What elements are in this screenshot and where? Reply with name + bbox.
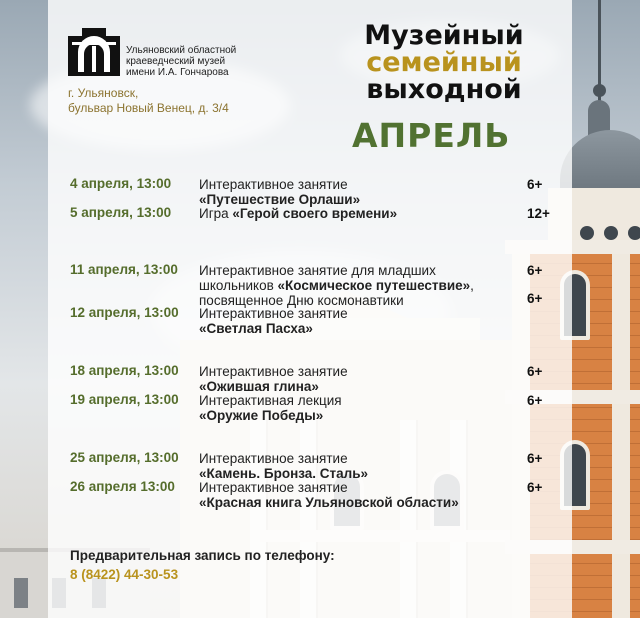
event-desc-line bbox=[199, 192, 360, 207]
event-date: 12 апреля, 13:00 bbox=[70, 305, 179, 320]
event-desc-line: Интерактивное занятие bbox=[199, 451, 348, 466]
event-description bbox=[199, 364, 348, 394]
title-line: Музейный bbox=[364, 20, 524, 51]
event-desc-line: Интерактивное занятие bbox=[199, 177, 348, 192]
museum-name-line: краеведческий музей bbox=[126, 56, 226, 67]
event-title: «Красная книга Ульяновской области» bbox=[199, 495, 459, 510]
address-line: г. Ульяновск, bbox=[68, 86, 139, 100]
building-window bbox=[14, 578, 28, 608]
event-title: «Светлая Пасха» bbox=[199, 321, 313, 336]
event-description bbox=[199, 393, 342, 423]
registration-label: Предварительная запись по телефону: bbox=[70, 548, 335, 563]
tower-round-window bbox=[580, 226, 594, 240]
event-description bbox=[199, 263, 474, 308]
phone-number[interactable]: 8 (8422) 44-30-53 bbox=[70, 567, 179, 582]
address-line: бульвар Новый Венец, д. 3/4 bbox=[68, 101, 229, 115]
tower-pilaster bbox=[612, 240, 630, 618]
age-rating: 6+ bbox=[527, 480, 543, 495]
event-desc-line: Интерактивная лекция bbox=[199, 393, 342, 408]
event-date: 18 апреля, 13:00 bbox=[70, 363, 179, 378]
age-rating: 6+ bbox=[527, 177, 543, 192]
poster-title bbox=[344, 22, 544, 103]
event-desc-line: посвященное Дню космонавтики bbox=[199, 293, 404, 308]
age-rating: 6+ bbox=[527, 263, 543, 278]
event-desc-line bbox=[199, 408, 342, 423]
event-date: 4 апреля, 13:00 bbox=[70, 176, 172, 191]
tower-spire-ball bbox=[593, 84, 606, 97]
event-title: «Путешествие Орлаши» bbox=[199, 192, 361, 207]
museum-logo-icon bbox=[68, 28, 120, 76]
age-rating: 6+ bbox=[527, 291, 543, 306]
month-heading: АПРЕЛЬ bbox=[352, 116, 511, 155]
event-title: «Оружие Победы» bbox=[199, 408, 324, 423]
event-desc-line bbox=[199, 321, 348, 336]
event-desc-line: Интерактивное занятие bbox=[199, 480, 348, 495]
event-desc-line: Интерактивное занятие bbox=[199, 364, 348, 379]
event-date: 25 апреля, 13:00 bbox=[70, 450, 179, 465]
age-rating: 6+ bbox=[527, 451, 543, 466]
event-description bbox=[199, 177, 360, 207]
event-desc-line: Интерактивное занятие bbox=[199, 306, 348, 321]
event-date: 19 апреля, 13:00 bbox=[70, 392, 179, 407]
event-desc-prefix: Игра bbox=[199, 206, 233, 221]
event-description bbox=[199, 480, 459, 510]
museum-address bbox=[68, 86, 229, 116]
event-desc-suffix: , bbox=[470, 278, 474, 293]
museum-name bbox=[126, 45, 276, 78]
event-desc-line bbox=[199, 495, 459, 510]
event-desc-line bbox=[199, 379, 348, 394]
event-description bbox=[199, 306, 348, 336]
event-description bbox=[199, 206, 397, 221]
age-rating: 12+ bbox=[527, 206, 550, 221]
museum-name-line: Ульяновский областной bbox=[126, 45, 237, 56]
tower-round-window bbox=[628, 226, 640, 240]
age-rating: 6+ bbox=[527, 393, 543, 408]
event-date: 11 апреля, 13:00 bbox=[70, 262, 178, 277]
event-description bbox=[199, 451, 368, 481]
title-line-accent: семейный bbox=[366, 47, 522, 78]
event-title: «Космическое путешествие» bbox=[277, 278, 471, 293]
event-desc-line bbox=[199, 466, 368, 481]
title-line: выходной bbox=[366, 74, 522, 105]
age-rating: 6+ bbox=[527, 364, 543, 379]
museum-name-line: имени И.А. Гончарова bbox=[126, 67, 229, 78]
tower-round-window bbox=[604, 226, 618, 240]
event-date: 5 апреля, 13:00 bbox=[70, 205, 172, 220]
event-title: «Герой своего времени» bbox=[232, 206, 398, 221]
event-desc-line bbox=[199, 278, 474, 293]
event-title: «Камень. Бронза. Сталь» bbox=[199, 466, 369, 481]
event-date: 26 апреля 13:00 bbox=[70, 479, 175, 494]
event-desc-line: Интерактивное занятие для младших bbox=[199, 263, 436, 278]
event-desc-prefix: школьников bbox=[199, 278, 278, 293]
event-title: «Ожившая глина» bbox=[199, 379, 319, 394]
